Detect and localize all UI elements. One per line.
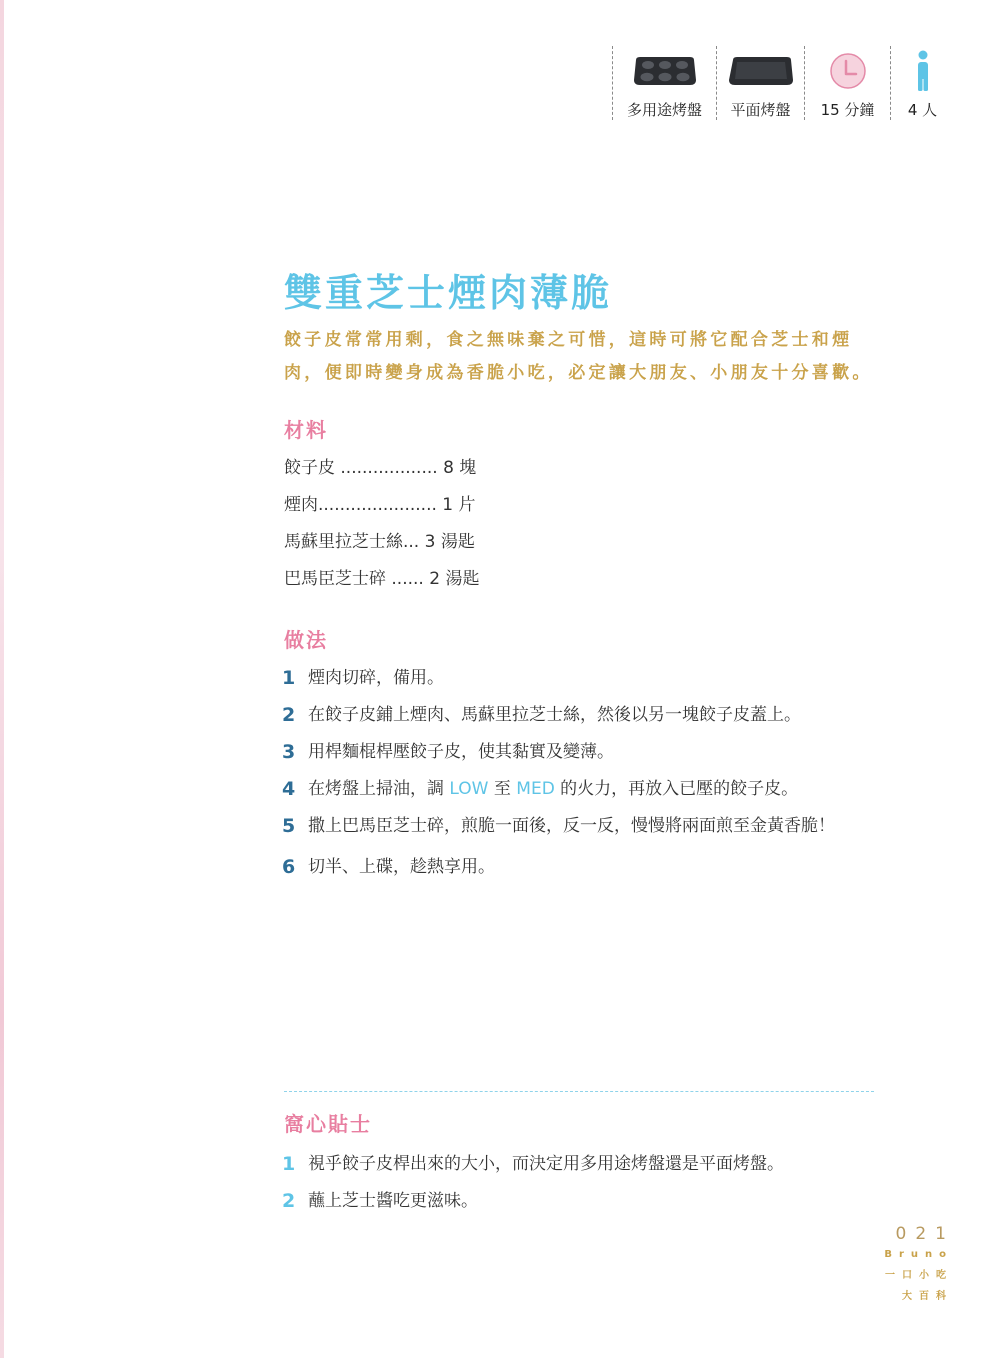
tip-item: [282, 1187, 882, 1215]
step-number: 3: [282, 741, 296, 763]
flat-pan-icon: [727, 54, 795, 88]
multi-pan-icon: [632, 54, 698, 88]
recipe-info-bar: [612, 46, 954, 120]
step-text-part: 的火力，再放入已壓的餃子皮。: [554, 779, 799, 799]
info-label: 15 分鐘: [820, 101, 875, 119]
page-edge-decoration: [0, 0, 4, 1358]
info-label: 多用途烤盤: [626, 101, 702, 119]
heat-low-label: LOW: [449, 779, 489, 799]
step-item: [282, 701, 882, 729]
clock-icon: [829, 52, 867, 90]
recipe-title: 雙重芝士煙肉薄脆: [284, 271, 613, 315]
step-number: 4: [282, 778, 296, 800]
step-item: [282, 664, 882, 692]
step-item: [282, 853, 882, 881]
info-servings: [890, 46, 954, 120]
ingredient-item: 馬蘇里拉芝士絲... 3 湯匙: [284, 532, 475, 552]
step-number: 1: [282, 667, 296, 689]
tip-text: 視乎餃子皮桿出來的大小，而決定用多用途烤盤還是平面烤盤。: [308, 1154, 784, 1174]
step-text: 用桿麵棍桿壓餃子皮，使其黏實及變薄。: [308, 742, 614, 762]
step-text: 撒上巴馬臣芝士碎，煎脆一面後，反一反，慢慢將兩面煎至金黃香脆！: [308, 816, 835, 836]
step-item: [282, 738, 882, 766]
footer-brand: Bruno: [884, 1249, 953, 1260]
footer-book-title-line1: 一口小吃: [885, 1270, 953, 1281]
footer-book-title-line2: 大百科: [902, 1291, 953, 1302]
info-cooking-time: [804, 46, 890, 120]
heat-med-label: MED: [516, 779, 555, 799]
info-flat-pan: [716, 46, 804, 120]
step-text: 切半、上碟，趁熱享用。: [308, 857, 495, 877]
step-text: 在餃子皮鋪上煙肉、馬蘇里拉芝士絲，然後以另一塊餃子皮蓋上。: [308, 705, 801, 725]
tip-number: 1: [282, 1153, 296, 1175]
page-footer: [884, 1224, 955, 1307]
step-text: 煙肉切碎，備用。: [308, 668, 444, 688]
ingredient-item: 巴馬臣芝士碎 ...... 2 湯匙: [284, 569, 480, 589]
info-multi-pan: [612, 46, 716, 120]
info-label: 4 人: [907, 101, 938, 119]
tip-number: 2: [282, 1190, 296, 1212]
tip-item: [282, 1150, 882, 1178]
step-number: 5: [282, 815, 296, 837]
step-text: [308, 779, 798, 799]
tips-list: [282, 1150, 882, 1224]
step-text-part: 至: [488, 779, 517, 799]
step-text-part: 在烤盤上掃油，調: [308, 779, 450, 799]
ingredient-item: 煙肉...................... 1 片: [284, 495, 476, 515]
info-label: 平面烤盤: [730, 101, 791, 119]
method-heading: 做法: [284, 628, 328, 652]
ingredients-list: [284, 452, 479, 600]
page-number: 021: [895, 1224, 955, 1244]
section-divider: [284, 1091, 874, 1092]
recipe-intro: 餃子皮常常用剩，食之無味棄之可惜，這時可將它配合芝士和煙肉，便即時變身成為香脆小吃，必定讓大朋友、小朋友十分喜歡。: [284, 330, 873, 383]
person-icon: [915, 50, 931, 92]
step-number: 6: [282, 856, 296, 878]
step-item: [282, 775, 882, 803]
ingredient-item: 餃子皮 .................. 8 塊: [284, 458, 477, 478]
tip-text: 蘸上芝士醬吃更滋味。: [308, 1191, 478, 1211]
step-item: [282, 812, 882, 840]
tips-heading: 窩心貼士: [284, 1112, 372, 1136]
method-steps: [282, 664, 882, 890]
step-number: 2: [282, 704, 296, 726]
ingredients-heading: 材料: [284, 418, 328, 442]
